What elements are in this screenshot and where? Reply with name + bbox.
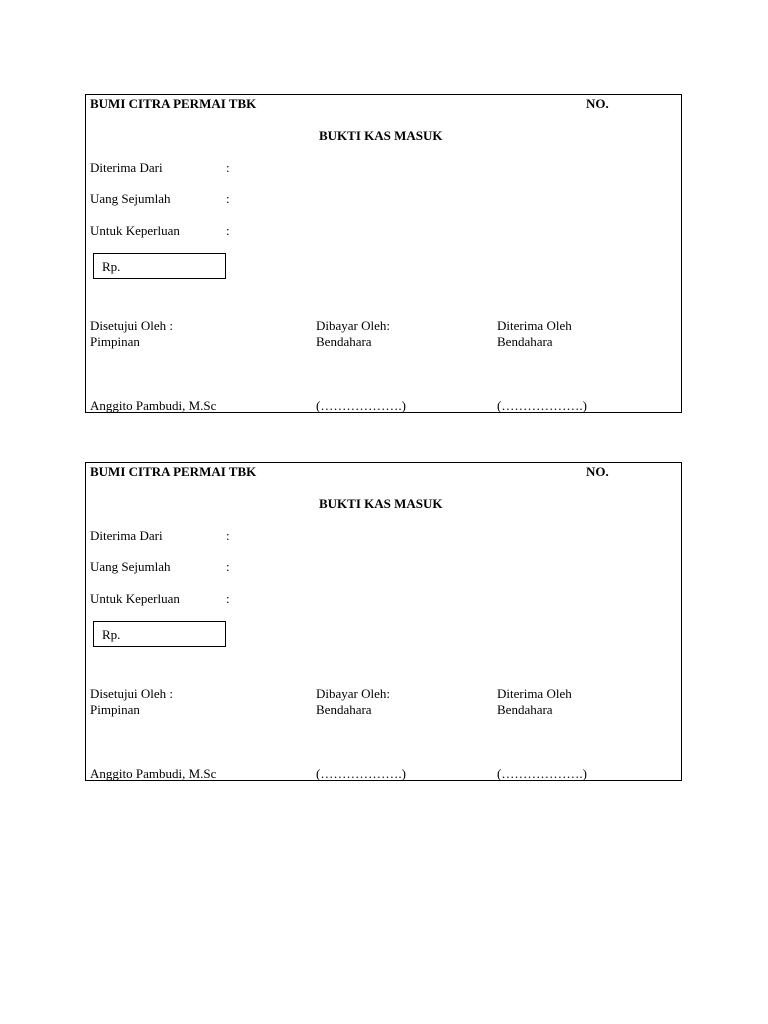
approved-by-heading: Disetujui Oleh : bbox=[90, 686, 174, 701]
received-by-heading: Diterima Oleh bbox=[497, 318, 572, 333]
paid-by-heading: Dibayar Oleh: bbox=[316, 686, 391, 701]
purpose-label: Untuk Keperluan bbox=[90, 591, 180, 606]
received-from-colon: : bbox=[226, 160, 230, 175]
amount-currency-label: Rp. bbox=[102, 259, 121, 274]
paid-by-signature-line: (……………….) bbox=[316, 398, 406, 413]
received-from-colon: : bbox=[226, 528, 230, 543]
approved-by-heading: Disetujui Oleh : bbox=[90, 318, 174, 333]
amount-in-words-label: Uang Sejumlah bbox=[90, 191, 171, 206]
amount-in-words-colon: : bbox=[226, 191, 230, 206]
approved-by-name: Anggito Pambudi, M.Sc bbox=[90, 766, 217, 781]
approved-by-role: Pimpinan bbox=[90, 334, 140, 349]
voucher-receipt bbox=[85, 94, 682, 413]
received-from-label: Diterima Dari bbox=[90, 528, 163, 543]
amount-box bbox=[93, 253, 226, 279]
received-by-signature-line: (……………….) bbox=[497, 398, 587, 413]
approved-by-role: Pimpinan bbox=[90, 702, 140, 717]
received-by-heading: Diterima Oleh bbox=[497, 686, 572, 701]
paid-by-role: Bendahara bbox=[316, 334, 372, 349]
voucher-receipt bbox=[85, 462, 682, 781]
amount-currency-label: Rp. bbox=[102, 627, 121, 642]
company-name: BUMI CITRA PERMAI TBK bbox=[90, 464, 257, 479]
approved-by-name: Anggito Pambudi, M.Sc bbox=[90, 398, 217, 413]
amount-in-words-label: Uang Sejumlah bbox=[90, 559, 171, 574]
purpose-colon: : bbox=[226, 591, 230, 606]
received-by-role: Bendahara bbox=[497, 334, 553, 349]
voucher-number-label: NO. bbox=[586, 96, 609, 111]
paid-by-heading: Dibayar Oleh: bbox=[316, 318, 391, 333]
purpose-colon: : bbox=[226, 223, 230, 238]
received-by-signature-line: (……………….) bbox=[497, 766, 587, 781]
purpose-label: Untuk Keperluan bbox=[90, 223, 180, 238]
received-from-label: Diterima Dari bbox=[90, 160, 163, 175]
amount-box bbox=[93, 621, 226, 647]
amount-in-words-colon: : bbox=[226, 559, 230, 574]
voucher-number-label: NO. bbox=[586, 464, 609, 479]
paid-by-role: Bendahara bbox=[316, 702, 372, 717]
voucher-title: BUKTI KAS MASUK bbox=[319, 128, 443, 143]
received-by-role: Bendahara bbox=[497, 702, 553, 717]
voucher-title: BUKTI KAS MASUK bbox=[319, 496, 443, 511]
paid-by-signature-line: (……………….) bbox=[316, 766, 406, 781]
company-name: BUMI CITRA PERMAI TBK bbox=[90, 96, 257, 111]
